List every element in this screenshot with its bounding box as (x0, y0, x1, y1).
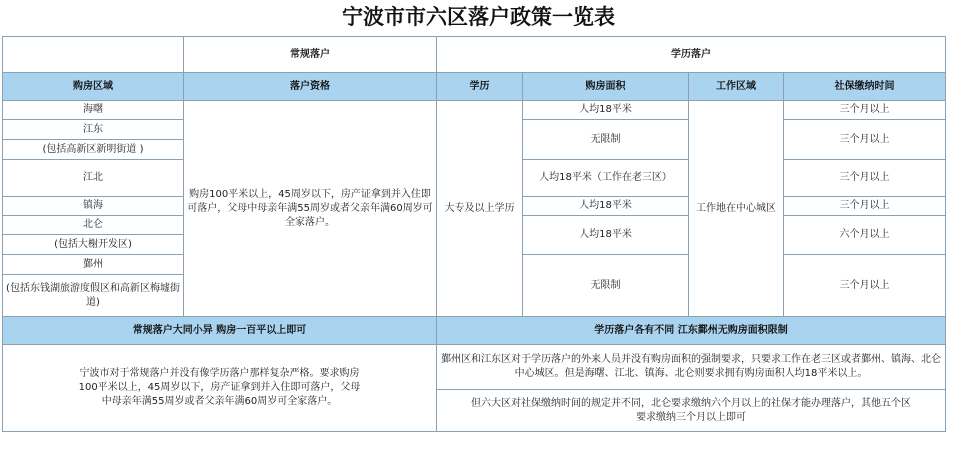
ss-jiangdong: 三个月以上 (784, 120, 946, 160)
district-yinzhou: 鄞州 (3, 255, 184, 275)
ss-zhenhai: 三个月以上 (784, 197, 946, 216)
col-social-security: 社保缴纳时间 (784, 73, 946, 101)
district-yinzhou-note: (包括东钱湖旅游度假区和高新区梅墟街道) (3, 275, 184, 317)
academic-note-2 (437, 390, 946, 432)
policy-table (2, 36, 946, 432)
house-area-yinzhou: 无限制 (523, 255, 689, 317)
district-jiangdong-note: (包括高新区新明街道 ) (3, 140, 184, 160)
house-area-jiangbei: 人均18平米（工作在老三区） (523, 160, 689, 197)
qualification-text: 购房100平米以上，45周岁以下，房产证拿到并入住即可落户，父母中母亲年满55周岁或者父亲年满60周岁可全家落户。 (184, 101, 437, 317)
district-jiangdong: 江东 (3, 120, 184, 140)
col-area: 购房区域 (3, 73, 184, 101)
district-zhenhai: 镇海 (3, 197, 184, 216)
house-area-beilun: 人均18平米 (523, 216, 689, 255)
header-academic: 学历落户 (437, 37, 946, 73)
corner-cell (3, 37, 184, 73)
academic-summary-band: 学历落户各有不同 江东鄞州无购房面积限制 (437, 317, 946, 345)
col-qualification: 落户资格 (184, 73, 437, 101)
col-work-area: 工作区域 (689, 73, 784, 101)
ss-jiangbei: 三个月以上 (784, 160, 946, 197)
district-haishu: 海曙 (3, 101, 184, 120)
page-title: 宁波市市六区落户政策一览表 (342, 5, 615, 29)
col-house-area: 购房面积 (523, 73, 689, 101)
house-area-jiangdong: 无限制 (523, 120, 689, 160)
house-area-zhenhai: 人均18平米 (523, 197, 689, 216)
work-area-text: 工作地在中心城区 (689, 101, 784, 317)
regular-summary-band: 常规落户大同小异 购房一百平以上即可 (3, 317, 437, 345)
ss-haishu: 三个月以上 (784, 101, 946, 120)
academic-note-2-text: 但六大区对社保缴纳时间的规定并不同，北仑要求缴纳六个月以上的社保才能办理落户，其他五个区要求缴纳三个月以上即可 (471, 397, 911, 423)
district-beilun-note: (包括大榭开发区) (3, 235, 184, 255)
col-education: 学历 (437, 73, 523, 101)
house-area-haishu: 人均18平米 (523, 101, 689, 120)
academic-note-1: 鄞州区和江东区对于学历落户的外来人员并没有购房面积的强制要求，只要求工作在老三区或者鄞州、镇海、北仑中心城区。但是海曙、江北、镇海、北仑则要求拥有购房面积人均18平米以上。 (437, 345, 946, 390)
ss-beilun: 六个月以上 (784, 216, 946, 255)
district-jiangbei: 江北 (3, 160, 184, 197)
regular-note-text: 宁波市对于常规落户并没有像学历落户那样复杂严格。要求购房100平米以上，45周岁以下，房产证拿到并入住即可落户，父母中母亲年满55周岁或者父亲年满60周岁可全家落户。 (78, 368, 361, 407)
regular-note (3, 345, 437, 432)
district-beilun: 北仑 (3, 216, 184, 235)
ss-yinzhou: 三个月以上 (784, 255, 946, 317)
education-text: 大专及以上学历 (437, 101, 523, 317)
header-regular: 常规落户 (184, 37, 437, 73)
